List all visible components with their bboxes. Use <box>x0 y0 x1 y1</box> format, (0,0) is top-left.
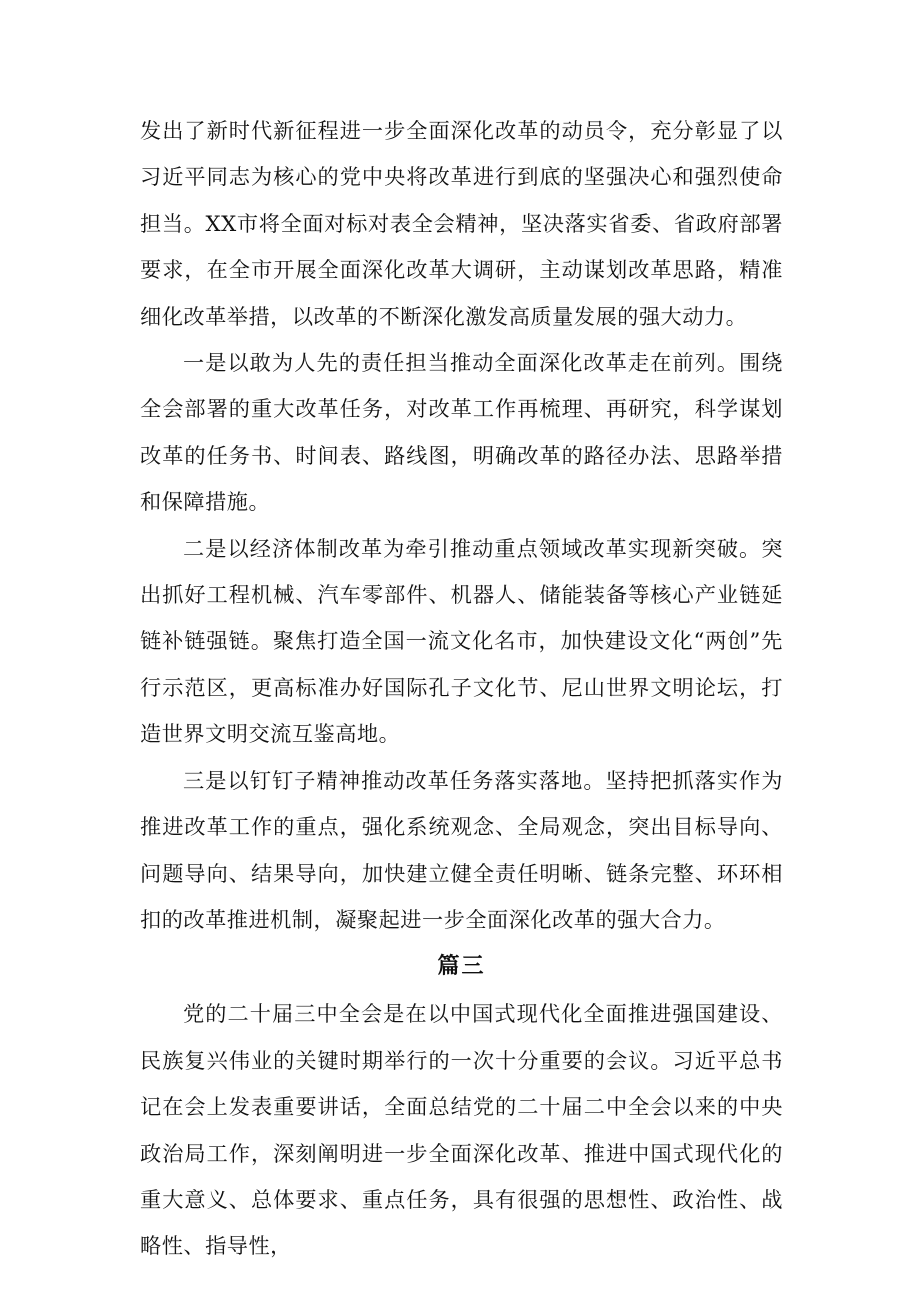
paragraph-section-three-intro: 党的二十届三中全会是在以中国式现代化全面推进强国建设、民族复兴伟业的关键时期举行的一次十分重要的会议。习近平总书记在会上发表重要讲话，全面总结党的二十届二中全会以来的中央政治局工作，深刻阐明进一步全面深化改革、推进中国式现代化的重大意义、总体要求、重点任务，具有很强的思想性、政治性、战略性、指导性， <box>140 1001 783 1259</box>
section-heading: 篇三 <box>437 954 486 980</box>
paragraph-continuation: 发出了新时代新征程进一步全面深化改革的动员令，充分彰显了以习近平同志为核心的党中央将改革进行到底的坚强决心和强烈使命担当。XX市将全面对标对表全会精神，坚决落实省委、省政府部署要求，在全市开展全面深化改革大调研，主动谋划改革思路，精准细化改革举措，以改革的不断深化激发高质量发展的强大动力。 <box>140 118 783 329</box>
paragraph-point-three: 三是以钉钉子精神推动改革任务落实落地。坚持把抓落实作为推进改革工作的重点，强化系统观念、全局观念，突出目标导向、问题导向、结果导向，加快建立健全责任明晰、链条完整、环环相扣的改革推进机制，凝聚起进一步全面深化改革的强大合力。 <box>140 767 783 932</box>
paragraph-point-two: 二是以经济体制改革为牵引推动重点领域改革实现新突破。突出抓好工程机械、汽车零部件、机器人、储能装备等核心产业链延链补链强链。聚焦打造全国一流文化名市，加快建设文化“两创”先行示范区，更高标准办好国际孔子文化节、尼山世界文明论坛，打造世界文明交流互鉴高地。 <box>140 535 783 747</box>
document-body <box>140 108 783 1270</box>
paragraph-point-one: 一是以敢为人先的责任担当推动全面深化改革走在前列。围绕全会部署的重大改革任务，对改革工作再梳理、再研究，科学谋划改革的任务书、时间表、路线图，明确改革的路径办法、思路举措和保障措施。 <box>140 350 783 515</box>
